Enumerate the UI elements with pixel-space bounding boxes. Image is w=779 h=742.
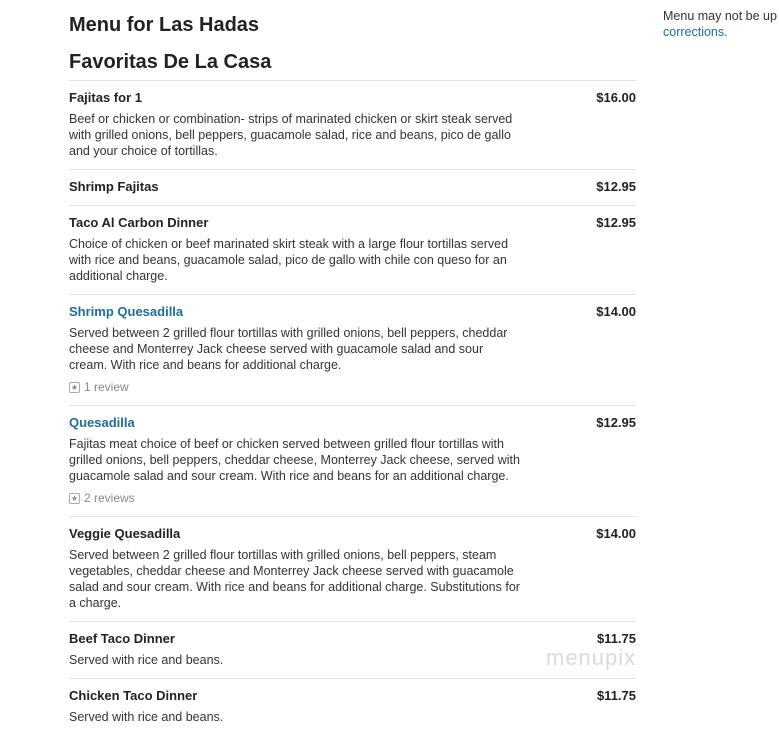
section-title: Favoritas De La Casa [69, 51, 272, 73]
item-price: $12.95 [596, 415, 636, 430]
item-description: Served with rice and beans. [69, 653, 224, 667]
item-name: Veggie Quesadilla [69, 526, 181, 541]
menu-item [69, 516, 636, 621]
watermark-logo: menupix [546, 645, 637, 670]
item-price: $14.00 [596, 526, 636, 541]
item-name-link[interactable]: Quesadilla [69, 415, 135, 430]
star-icon: ★ [70, 493, 79, 503]
item-name-link[interactable]: Shrimp Quesadilla [69, 304, 184, 319]
menu-items [69, 80, 636, 735]
item-description: Fajitas meat choice of beef or chicken served between grilled flour tortillas with grilled onions, bell peppers, cheddar cheese, Monterrey Jack cheese, served with guacamole salad and sour cream. With rice and beans for an additional charge. [69, 437, 520, 483]
item-price: $12.95 [596, 215, 636, 230]
item-description: Served with rice and beans. [69, 710, 224, 724]
review-count-label: 2 reviews [84, 491, 135, 505]
sidebar-notice [663, 8, 779, 40]
item-description: Served between 2 grilled flour tortillas with grilled onions, bell peppers, steam vegetables, cheddar cheese and Monterrey Jack cheese served with guacamole salad and sour cream. With rice and beans for additional charge. Substitutions for a charge. [69, 548, 520, 610]
item-description: Beef or chicken or combination- strips of marinated chicken or skirt steak served with grilled onions, bell peppers, guacamole salad, rice and beans, pico de gallo and your choice of tortillas. [69, 112, 513, 158]
item-name: Taco Al Carbon Dinner [69, 215, 209, 230]
menu-item [69, 205, 636, 294]
review-count[interactable] [69, 490, 636, 506]
menu-item [69, 294, 636, 405]
item-price: $11.75 [596, 688, 636, 703]
item-name: Shrimp Fajitas [69, 179, 159, 194]
menu-item [69, 169, 636, 205]
item-description: Served between 2 grilled flour tortillas with grilled onions, bell peppers, cheddar cheese and Monterrey Jack cheese served with guacamole salad and sour cream. With rice and beans for additional charge. [69, 326, 508, 372]
page-title: Menu for Las Hadas [69, 14, 260, 36]
item-name: Chicken Taco Dinner [69, 688, 198, 703]
menu-item [69, 405, 636, 516]
menu-item [69, 80, 636, 169]
menu-item [69, 678, 636, 735]
item-price: $14.00 [596, 304, 636, 319]
item-name: Beef Taco Dinner [69, 631, 175, 646]
star-icon: ★ [70, 382, 79, 392]
review-count-label: 1 review [84, 380, 129, 394]
item-name: Fajitas for 1 [69, 90, 142, 105]
item-price: $16.00 [596, 90, 636, 105]
item-price: $11.75 [596, 631, 636, 646]
review-count[interactable] [69, 379, 636, 395]
item-price: $12.95 [596, 179, 636, 194]
notice-text: Menu may not be up [663, 9, 777, 23]
item-description: Choice of chicken or beef marinated skirt steak with a large flour tortillas served with rice and beans, guacamole salad, pico de gallo with chile con queso for an additional charge. [69, 237, 509, 283]
corrections-link[interactable]: corrections. [663, 25, 728, 39]
